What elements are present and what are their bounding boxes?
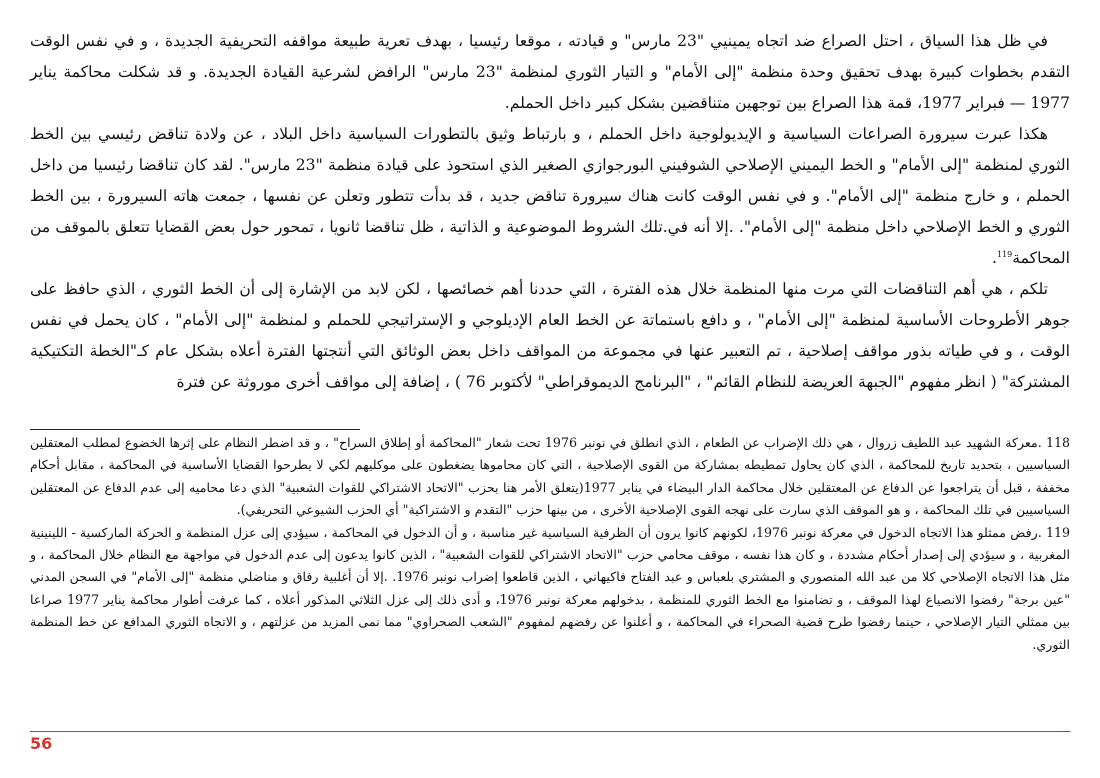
footnote-ref-119[interactable]: 119 [997, 249, 1013, 259]
footnote-separator [30, 429, 360, 430]
body-paragraph-3: تلكم ، هي أهم التناقضات التي مرت منها المنظمة خلال هذه الفترة ، التي حددنا أهم خصائصها ، لكن لابد من الإشارة إلى أن الخط الثوري ، الذي حافظ على جوهر الأطروحات الأساسية لمنظمة "إلى الأمام" ، و دافع باستماتة عن الخط العام الإديلوجي و الإستراتيجي للحملم و لمنظمة "إلى الأمام" ، كان يحمل في نفس الوقت ، و في طياته بذور مواقف إصلاحية ، تم التعبير عنها في مجموعة من المواقف داخل بعض الوثائق التي أنتجتها الفترة أعلاه بشكل عام كـ"الخطة التكتيكية المشتركة" ( انظر مفهوم "الجبهة العريضة للنظام القائم" ، "البرنامج الديموقراطي" لأكتوبر 76 ) ، إضافة إلى مواقف أخرى موروثة عن فترة [30, 280, 1070, 391]
body-text [30, 26, 1070, 398]
body-paragraph-1: في ظل هذا السياق ، احتل الصراع ضد اتجاه يمينيي "23 مارس" و قيادته ، موقعا رئيسيا ، بهدف تعرية طبيعة مواقفه التحريفية الجديدة ، و في نفس الوقت التقدم بخطوات كبيرة بهدف تحقيق وحدة منظمة "إلى الأمام" و التيار الثوري لمنظمة "23 مارس" الرافض لشرعية القيادة الجديدة. و قد شكلت محاكمة يناير 1977 — فبراير 1977، قمة هذا الصراع بين توجهين متناقضين بشكل كبير داخل الحملم. [30, 32, 1071, 112]
footnote-118: 118 .معركة الشهيد عبد اللطيف زروال ، هي ذلك الإضراب عن الطعام ، الذي انطلق في نونبر 1976 تحت شعار "المحاكمة أو إطلاق السراح" ، و قد اضطر النظام على إثرها الخضوع لمطلب المعتقلين السياسيين ، بتحديد تاريخ للمحاكمة ، الذي كان يحاول تمطيطه بمشاركة من القوى الإصلاحية ، التي كان محاموها يضغطون على موكليهم لكي لا يطرحوا القضايا الأساسية في المحاكمة ، مقابل أحكام مخففة ، قبل أن يتراجعوا عن الدفاع عن المعتقلين خلال محاكمة الدار البيضاء في يناير 1977(يتعلق الأمر هنا بحزب "الاتحاد الاشتراكي للقوات الشعبية" الذي دعا محاميه إلى عدم الدفاع عن المعتقلين السياسيين في تلك المحاكمة ، و هو الموقف الذي سارت على نهجه القوى الإصلاحية الأخرى ، من بينها حزب "التقدم و الاشتراكية" أي الحزب الشيوعي التحريفي). [30, 435, 1071, 518]
footnotes [30, 432, 1070, 656]
footnote-119: 119 .رفض ممثلو هذا الاتجاه الدخول في معركة نونبر 1976، لكونهم كانوا يرون أن الظرفية السياسية غير مناسبة ، و أن الدخول في المحاكمة ، سيؤدي إلى عزل المنظمة و الحركة الماركسية - اللينينية المغربية ، و سيؤدي إلى إصدار أحكام مشددة ، و كان هذا نفسه ، موقف محامي حزب "الاتحاد الاشتراكي للقوات الشعبية" ، الذين كانوا يدعون إلى عدم الدخول في مواجهة مع النظام خلال المحاكمة ، و مثل هذا الاتجاه الإصلاحي كلا من عبد الله المنصوري و المشتري بلعباس و عبد الفتاح فاكيهاني ، الذين قاطعوا إضراب نونبر 1976. .إلا أن أغلبية رفاق و مناضلي منظمة "إلى الأمام" في السجن المدني "عين برجة" رفضوا الانصياع لهذا الموقف ، و تضامنوا مع الخط الثوري للمنظمة ، بدخولهم معركة نونبر 1976، و أدى ذلك إلى عزل الثلاثي المذكور أعلاه ، كما عرفت أطوار محاكمة يناير 1977 صراعا بين ممثلي التيار الإصلاحي ، حينما رفضوا طرح قضية الصحراء في المحاكمة ، و أعلنوا عن رفضهم لمفهوم "الشعب الصحراوي" مما نمى المزيد من عزلتهم ، و الاتجاه الثوري المدافع عن خط المنظمة الثوري. [30, 524, 1071, 652]
page-number: 56 [30, 734, 53, 753]
body-paragraph-2: هكذا عبرت سيرورة الصراعات السياسية و الإيديولوجية داخل الحملم ، و بارتباط وثيق بالتطورات السياسية داخل البلاد ، عن ولادة تناقض رئيسي بين الخط الثوري لمنظمة "إلى الأمام" و الخط اليميني الإصلاحي الشوفيني البورجوازي الصغير الذي استحوذ على قيادة منظمة "23 مارس". لقد كان تناقضا رئيسيا من داخل الحملم ، و خارج منظمة "إلى الأمام". و في نفس الوقت كانت هناك سيرورة تناقض جديد ، قد بدأت تتطور وتعلن عن نفسها ، جمعت هاته السيرورة ، بين الخط الثوري و الخط الإصلاحي داخل منظمة "إلى الأمام". .إلا أنه في.تلك الشروط الموضوعية و الذاتية ، ظل تناقضا ثانويا ، تمحور حول بعض القضايا تتعلق بالموقف من المحاكمة$^{119}$. [30, 125, 1070, 267]
page-footer-rule [30, 731, 1070, 732]
body-paragraph-2-text: هكذا عبرت سيرورة الصراعات السياسية و الإيديولوجية داخل الحملم ، و بارتباط وثيق بالتطورات السياسية داخل البلاد ، عن ولادة تناقض رئيسي بين الخط الثوري لمنظمة "إلى الأمام" و الخط اليميني الإصلاحي الشوفيني البورجوازي الصغير الذي استحوذ على قيادة منظمة "23 مارس". لقد كان تناقضا رئيسيا من داخل الحملم ، و خارج منظمة "إلى الأمام". و في نفس الوقت كانت هناك سيرورة تناقض جديد ، قد بدأت تتطور وتعلن عن نفسها ، جمعت هاته السيرورة ، بين الخط الثوري و الخط الإصلاحي داخل منظمة "إلى الأمام". .إلا أنه في.تلك الشروط الموضوعية و الذاتية ، ظل تناقضا ثانويا ، تمحور حول بعض القضايا تتعلق بالموقف من المحاكمة [30, 125, 1070, 267]
